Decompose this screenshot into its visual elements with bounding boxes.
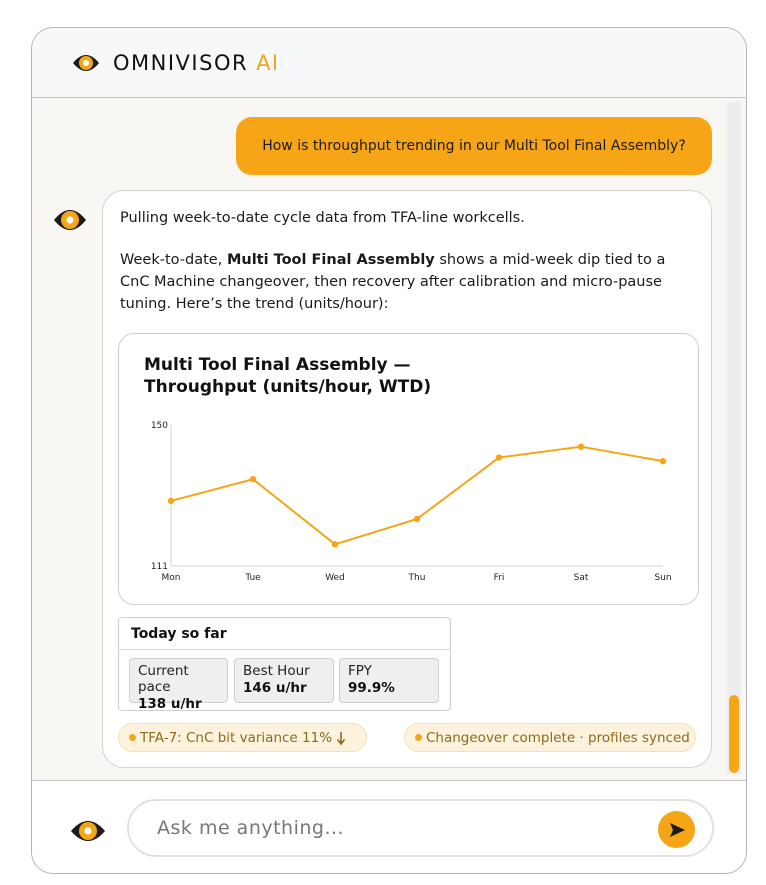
message-input[interactable] (157, 813, 637, 843)
summary-bold-subject: Multi Tool Final Assembly (226, 252, 435, 268)
user-message: How is throughput trending in our Multi Tool Final Assembly? (236, 117, 712, 175)
stat-current-pace (129, 658, 228, 712)
assistant-summary-text (120, 249, 680, 315)
summary-suffix: shows a mid-week dip tied to a CnC Machine changeover, then recovery after calibration and micro-pause tuning. Here’s the trend (units/hour): (120, 252, 666, 312)
data-point (414, 516, 420, 522)
data-point (496, 454, 502, 460)
series-line (171, 447, 663, 545)
chart-title-line2: Throughput (units/hour, WTD) (144, 377, 432, 397)
y-tick-label: 150 (150, 421, 168, 431)
data-point (660, 458, 666, 464)
stat-value: 138 u/hr (138, 696, 202, 712)
scrollbar-thumb[interactable] (729, 695, 739, 773)
x-tick-label: Wed (325, 573, 345, 583)
send-button[interactable] (658, 811, 695, 848)
message-input-wrapper (127, 799, 714, 857)
data-point (168, 498, 174, 504)
chat-window (31, 27, 747, 874)
chip-text: Changeover complete · profiles synced (426, 729, 690, 746)
assistant-avatar-eye-icon (53, 203, 87, 237)
eye-icon (72, 49, 100, 77)
brand-suffix: AI (256, 50, 280, 75)
assistant-message (102, 190, 712, 768)
app-header (32, 28, 746, 98)
stat-label: FPY (348, 663, 372, 679)
brand-name: OMNIVISOR (113, 50, 249, 75)
chat-transcript[interactable] (32, 99, 746, 779)
summary-prefix: Week-to-date, (120, 252, 227, 268)
composer-bar (32, 780, 746, 873)
scrollbar-track[interactable] (727, 102, 741, 774)
arrow-down-icon (335, 730, 347, 746)
status-dot-icon (415, 734, 422, 741)
x-tick-label: Mon (161, 573, 181, 583)
x-tick-label: Sun (654, 573, 672, 583)
x-tick-label: Thu (408, 573, 426, 583)
stats-divider (119, 649, 450, 650)
data-point (332, 541, 338, 547)
status-chip-changeover[interactable] (404, 723, 696, 752)
x-tick-label: Sat (573, 573, 589, 583)
stat-best-hour (234, 658, 334, 703)
alert-chip-bit-variance[interactable] (118, 723, 367, 752)
stat-fpy (339, 658, 439, 703)
eye-icon (70, 815, 106, 847)
chart-title-line1: Multi Tool Final Assembly — (144, 355, 411, 375)
assistant-intro-text: Pulling week-to-date cycle data from TFA-line workcells. (120, 210, 525, 226)
data-point (578, 443, 584, 449)
throughput-line-chart (119, 334, 700, 606)
status-dot-icon (129, 734, 136, 741)
send-arrow-icon (668, 822, 686, 838)
y-tick-label: 111 (150, 562, 168, 572)
throughput-chart-card (118, 333, 699, 605)
today-stats-card (118, 617, 451, 711)
stats-title: Today so far (131, 626, 227, 642)
stat-label: Best Hour (243, 663, 310, 679)
stat-value: 99.9% (348, 680, 395, 696)
data-point (250, 476, 256, 482)
x-tick-label: Tue (245, 573, 261, 583)
stat-value: 146 u/hr (243, 680, 307, 696)
stat-label: Current pace (138, 663, 189, 695)
chip-text: TFA-7: CnC bit variance 11% (140, 729, 333, 746)
x-tick-label: Fri (493, 573, 505, 583)
